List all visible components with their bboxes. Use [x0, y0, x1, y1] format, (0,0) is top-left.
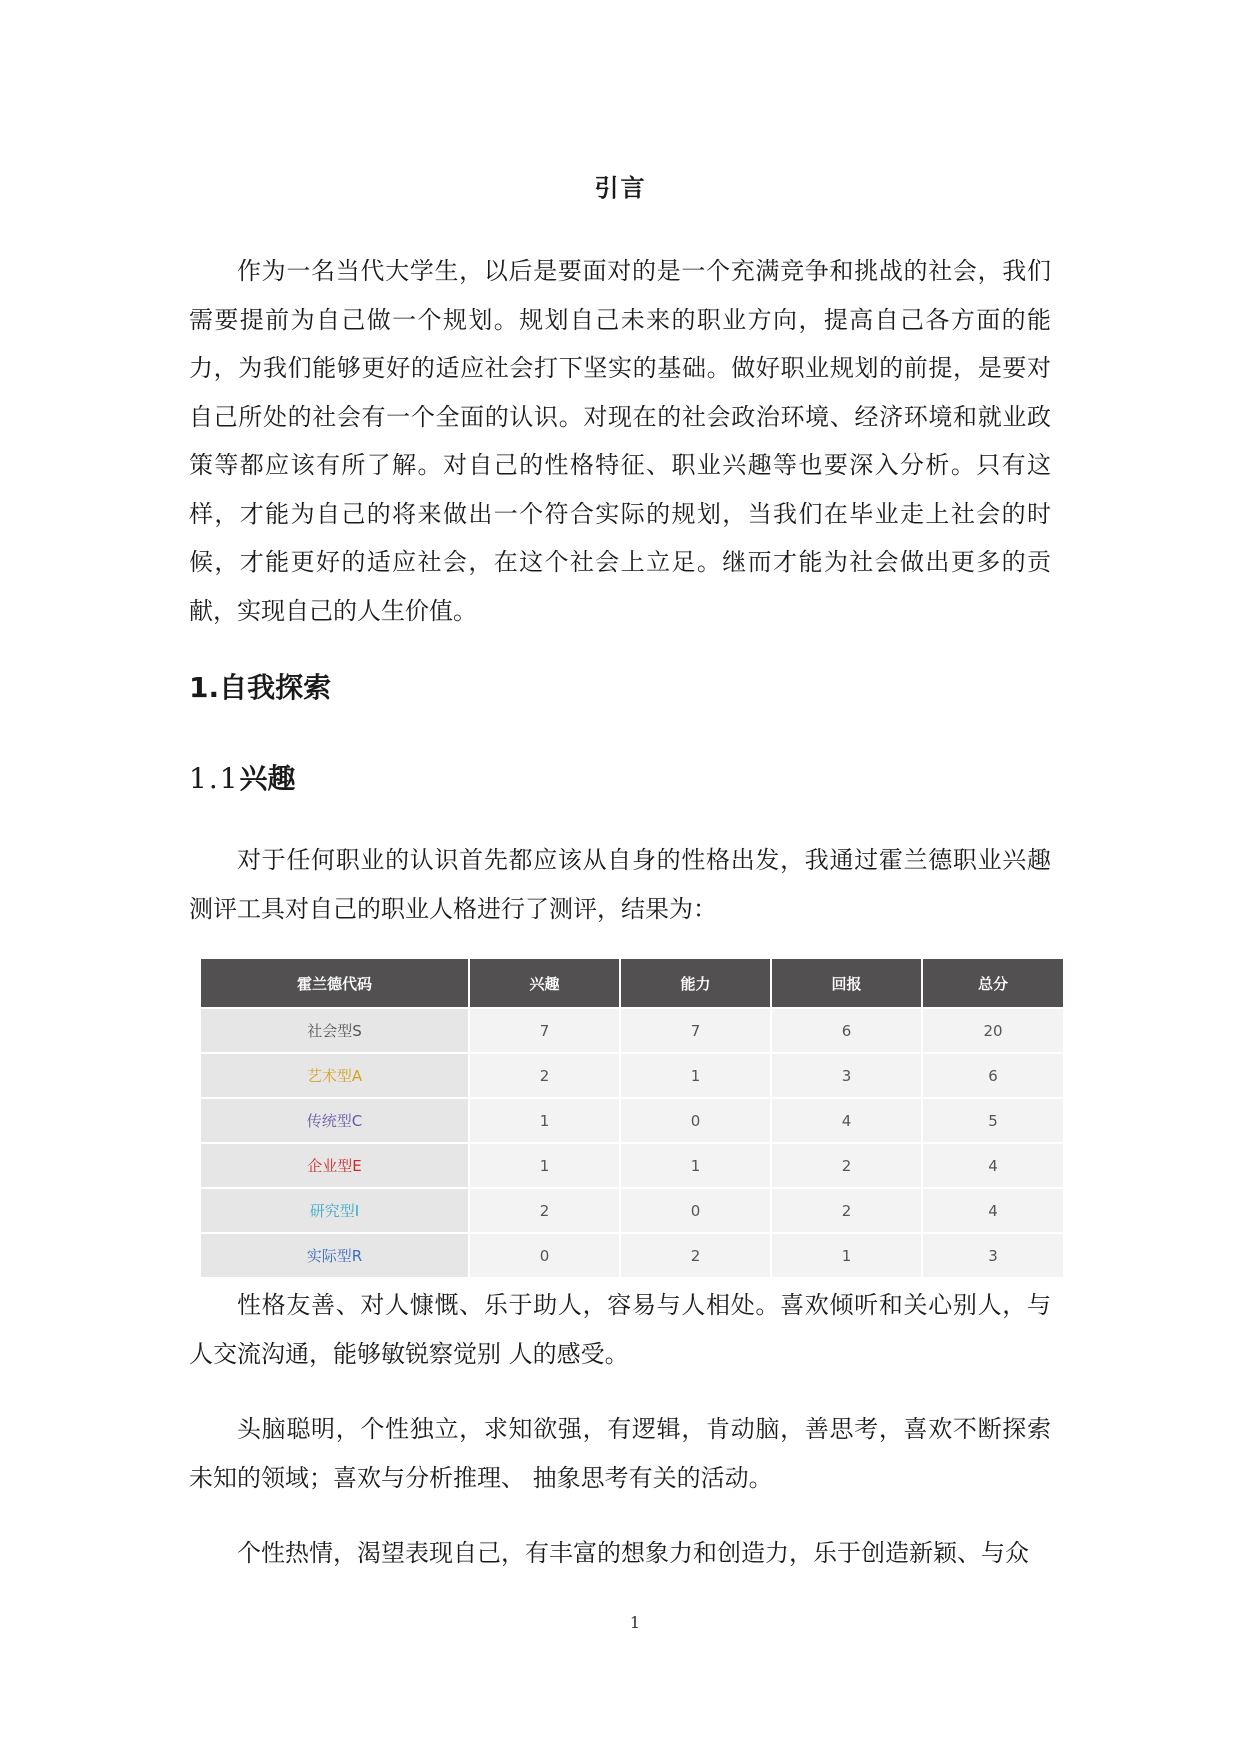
cell-interest: 0: [469, 1233, 620, 1278]
cell-interest: 7: [469, 1008, 620, 1053]
page-title: 引言: [594, 174, 647, 202]
cell-total: 4: [922, 1188, 1063, 1233]
table-header-row: [201, 959, 1063, 1008]
cell-ability: 7: [620, 1008, 771, 1053]
cell-interest: 1: [469, 1143, 620, 1188]
page-number: 1: [629, 1613, 641, 1632]
cell-reward: 1: [771, 1233, 922, 1278]
cell-holland-type: 社会型S: [201, 1008, 469, 1053]
cell-total: 4: [922, 1143, 1063, 1188]
table-row: [201, 1143, 1063, 1188]
header-total: 总分: [922, 959, 1063, 1008]
cell-ability: 1: [620, 1143, 771, 1188]
table-row: [201, 1053, 1063, 1098]
table-row: [201, 1233, 1063, 1278]
cell-ability: 2: [620, 1233, 771, 1278]
header-interest: 兴趣: [469, 959, 620, 1008]
interest-intro-paragraph: 对于任何职业的认识首先都应该从自身的性格出发，我通过霍兰德职业兴趣测评工具对自己的职业人格进行了测评，结果为：: [189, 846, 1051, 923]
header-ability: 能力: [620, 959, 771, 1008]
cell-interest: 2: [469, 1053, 620, 1098]
cell-reward: 2: [771, 1188, 922, 1233]
art-type-paragraph: 个性热情，渴望表现自己，有丰富的想象力和创造力，乐于创造新颖、与众: [237, 1539, 1029, 1567]
intro-paragraph: 作为一名当代大学生，以后是要面对的是一个充满竞争和挑战的社会，我们需要提前为自己做一个规划。规划自己未来的职业方向，提高自己各方面的能力，为我们能够更好的适应社会打下坚实的基础。做好职业规划的前提，是要对自己所处的社会有一个全面的认识。对现在的社会政治环境、经济环境和就业政策等都应该有所了解。对自己的性格特征、职业兴趣等也要深入分析。只有这样，才能为自己的将来做出一个符合实际的规划，当我们在毕业走上社会的时候，才能更好的适应社会，在这个社会上立足。继而才能为社会做出更多的贡献，实现自己的人生价值。: [189, 257, 1051, 625]
section-heading-self-exploration: 1.自我探索: [189, 671, 332, 704]
subsection-heading-interest: [189, 757, 296, 797]
cell-ability: 0: [620, 1188, 771, 1233]
table-row: [201, 1098, 1063, 1143]
header-holland-code: 霍兰德代码: [201, 959, 469, 1008]
cell-ability: 1: [620, 1053, 771, 1098]
table-row: [201, 1188, 1063, 1233]
cell-ability: 0: [620, 1098, 771, 1143]
cell-total: 6: [922, 1053, 1063, 1098]
cell-reward: 6: [771, 1008, 922, 1053]
table-row: [201, 1008, 1063, 1053]
cell-total: 5: [922, 1098, 1063, 1143]
research-type-paragraph: 头脑聪明，个性独立，求知欲强，有逻辑，肯动脑，善思考，喜欢不断探索未知的领域；喜欢与分析推理、 抽象思考有关的活动。: [189, 1415, 1051, 1492]
cell-reward: 4: [771, 1098, 922, 1143]
cell-holland-type: 企业型E: [201, 1143, 469, 1188]
cell-holland-type: 实际型R: [201, 1233, 469, 1278]
cell-holland-type: 艺术型A: [201, 1053, 469, 1098]
subsection-number: 1.1: [189, 762, 240, 795]
holland-code-table: [201, 959, 1063, 1279]
cell-total: 20: [922, 1008, 1063, 1053]
cell-reward: 3: [771, 1053, 922, 1098]
cell-holland-type: 研究型I: [201, 1188, 469, 1233]
cell-interest: 2: [469, 1188, 620, 1233]
subsection-title: 兴趣: [239, 762, 296, 795]
cell-holland-type: 传统型C: [201, 1098, 469, 1143]
header-reward: 回报: [771, 959, 922, 1008]
social-type-paragraph: 性格友善、对人慷慨、乐于助人，容易与人相处。喜欢倾听和关心别人，与人交流沟通，能够敏锐察觉别 人的感受。: [189, 1291, 1051, 1368]
cell-interest: 1: [469, 1098, 620, 1143]
cell-total: 3: [922, 1233, 1063, 1278]
cell-reward: 2: [771, 1143, 922, 1188]
